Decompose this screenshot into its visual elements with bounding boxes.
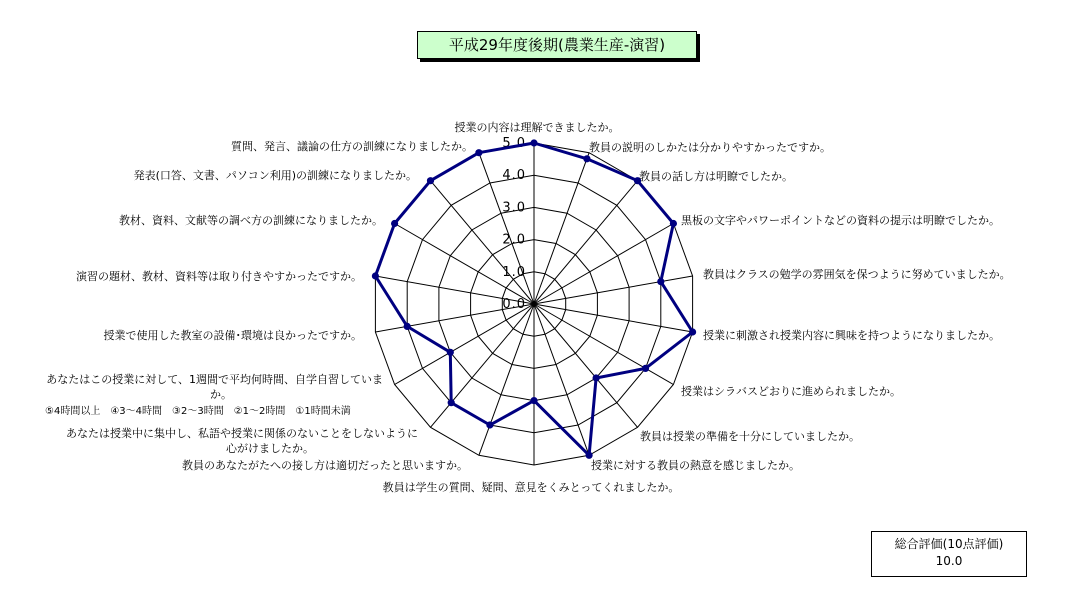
category-label-text: 心がけましたか。 [226, 442, 314, 455]
category-label [591, 458, 800, 472]
category-label [681, 384, 901, 398]
data-point [583, 155, 590, 162]
data-point [670, 220, 677, 227]
category-label-text: ⑤4時間以上 ④3～4時間 ③2～3時間 ②1～2時間 ①1時間未満 [45, 406, 351, 417]
data-point [391, 220, 398, 227]
grid-spoke [479, 304, 534, 455]
category-label-text: 黒板の文字やパワーポイントなどの資料の提示は明瞭でしたか。 [681, 214, 1000, 227]
category-label-text: 教員は授業の準備を十分にしていましたか。 [640, 430, 860, 443]
category-label-text: 授業で使用した教室の設備･環境は良かったですか。 [103, 329, 362, 342]
category-label-text: 教員はクラスの勉学の雰囲気を保つように努めていましたか。 [703, 268, 1011, 281]
category-label-text: 質問、発言、議論の仕方の訓練になりましたか。 [231, 140, 473, 153]
category-label-text: 発表(口答、文書、パソコン利用)の訓練になりましたか。 [133, 169, 417, 182]
tick-label: 1.0 [502, 264, 526, 280]
data-point [448, 399, 455, 406]
category-label-text: か。 [210, 388, 232, 401]
category-label [640, 429, 860, 443]
category-label-text: 教員のあなたがたへの接し方は適切だったと思いますか。 [182, 459, 468, 472]
category-label-text: 演習の題材、教材、資料等は取り付きやすかったですか。 [76, 270, 362, 283]
tick-label: 5.0 [502, 136, 526, 151]
category-label-text: 教員は学生の質問、疑問、意見をくみとってくれましたか。 [382, 481, 680, 494]
category-label-text: あなたはこの授業に対して、1週間で平均何時間、自学自習していま [46, 373, 383, 386]
category-label-text: 授業はシラバスどおりに進められましたか。 [681, 385, 901, 398]
tick-label: 0.0 [502, 297, 526, 312]
category-label-text: 教員の話し方は明瞭でしたか。 [639, 170, 793, 183]
category-label [231, 139, 473, 153]
tick-label: 3.0 [502, 200, 526, 216]
grid-spoke [534, 153, 589, 304]
category-label-text: 授業に刺激され授業内容に興味を持つようになりましたか。 [703, 329, 1000, 342]
data-point [530, 397, 537, 404]
category-label [66, 426, 418, 455]
data-point [372, 272, 379, 279]
category-label [455, 120, 620, 134]
chart-title: 平成29年度後期(農業生産-演習) [417, 31, 697, 59]
data-point [404, 323, 411, 330]
category-label [182, 458, 468, 472]
data-point [475, 149, 482, 156]
tick-label: 2.0 [502, 232, 526, 248]
category-label-text: 授業に対する教員の熱意を感じましたか。 [591, 459, 800, 472]
category-label [119, 213, 383, 227]
category-label-text: 教員の説明のしかたは分かりやすかったですか。 [589, 141, 831, 154]
data-point [586, 452, 593, 459]
category-label [45, 372, 383, 417]
data-point [593, 374, 600, 381]
category-label [383, 480, 680, 494]
category-label [104, 328, 363, 342]
category-label-text: あなたは授業中に集中し、私語や授業に関係のないことをしないように [66, 427, 418, 440]
overall-score-value: 10.0 [935, 554, 963, 568]
data-point [689, 328, 696, 335]
category-label [639, 169, 793, 183]
category-label [703, 328, 1000, 342]
category-label [134, 168, 417, 182]
overall-score-label: 総合評価(10点評価) [894, 537, 1004, 551]
category-label-text: 授業の内容は理解できましたか。 [454, 121, 620, 134]
category-label [681, 213, 1000, 227]
data-point [486, 421, 493, 428]
data-point [447, 349, 454, 356]
overall-score-box [871, 531, 1027, 577]
category-label [703, 267, 1011, 281]
data-point [642, 365, 649, 372]
grid-spoke [534, 304, 589, 455]
radar-tick-labels [502, 136, 526, 312]
tick-label: 4.0 [502, 168, 526, 184]
category-label [589, 140, 831, 154]
data-point [530, 139, 537, 146]
data-point [657, 278, 664, 285]
data-point [427, 177, 434, 184]
category-label [76, 269, 362, 283]
category-label-text: 教材、資料、文献等の調べ方の訓練になりましたか。 [119, 214, 383, 227]
